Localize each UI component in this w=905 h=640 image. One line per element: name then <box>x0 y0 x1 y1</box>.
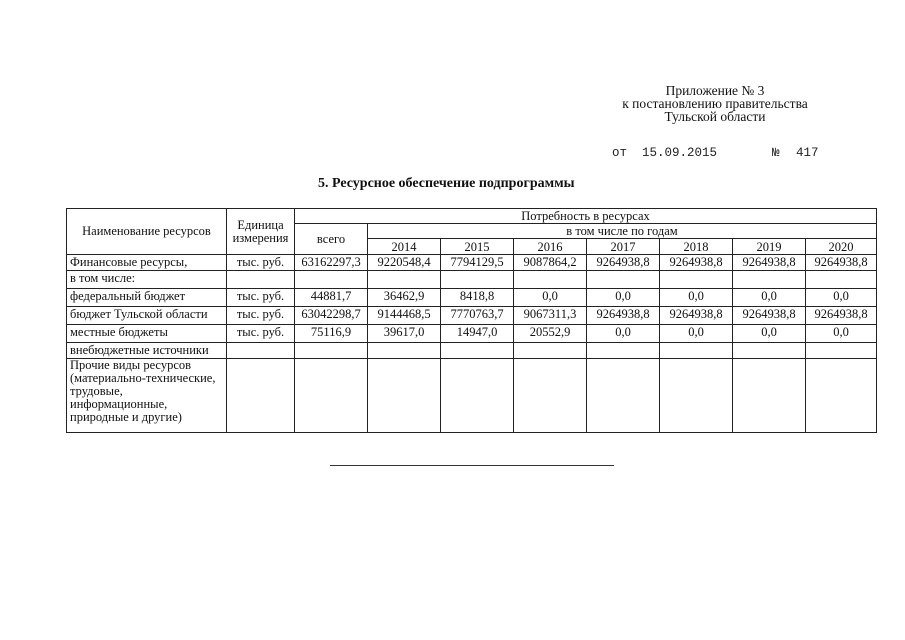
year-value-cell: 9144468,5 <box>368 307 441 325</box>
header-name: Наименование ресурсов <box>67 209 227 255</box>
section-title: 5. Ресурсное обеспечение подпрограммы <box>318 176 575 191</box>
year-value-cell: 9264938,8 <box>806 255 877 271</box>
year-value-cell: 0,0 <box>587 325 660 343</box>
resource-table <box>66 208 877 433</box>
year-value-cell <box>587 343 660 359</box>
resource-name-cell: Прочие виды ресурсов (материально-технические, трудовые, информационные, природные и другие) <box>67 359 227 433</box>
appendix-decree-ref: к постановлению правительства <box>622 96 808 111</box>
year-value-cell <box>660 271 733 289</box>
header-need: Потребность в ресурсах <box>295 209 877 224</box>
year-value-cell: 9264938,8 <box>733 255 806 271</box>
table-row <box>67 325 877 343</box>
decree-number: 417 <box>796 146 819 160</box>
decree-number-label: № <box>772 146 780 160</box>
year-value-cell: 7794129,5 <box>441 255 514 271</box>
year-value-cell: 9264938,8 <box>806 307 877 325</box>
year-value-cell <box>514 343 587 359</box>
year-value-cell <box>806 343 877 359</box>
header-year: 2020 <box>806 239 877 255</box>
unit-cell: тыс. руб. <box>227 289 295 307</box>
unit-cell <box>227 359 295 433</box>
table-row <box>67 255 877 271</box>
year-value-cell: 9264938,8 <box>660 255 733 271</box>
year-value-cell <box>733 343 806 359</box>
total-cell: 63162297,3 <box>295 255 368 271</box>
table-row <box>67 289 877 307</box>
year-value-cell <box>587 359 660 433</box>
year-value-cell <box>733 271 806 289</box>
bottom-rule <box>330 465 614 466</box>
year-value-cell: 7770763,7 <box>441 307 514 325</box>
year-value-cell: 0,0 <box>806 289 877 307</box>
resource-name-cell: местные бюджеты <box>67 325 227 343</box>
decree-date: 15.09.2015 <box>642 146 718 160</box>
year-value-cell <box>441 359 514 433</box>
header-year: 2016 <box>514 239 587 255</box>
year-value-cell <box>441 343 514 359</box>
resource-name-cell: внебюджетные источники <box>67 343 227 359</box>
total-cell <box>295 271 368 289</box>
resource-name-cell: Финансовые ресурсы, <box>67 255 227 271</box>
total-cell: 44881,7 <box>295 289 368 307</box>
table-row <box>67 359 877 433</box>
year-value-cell <box>660 343 733 359</box>
year-value-cell <box>368 359 441 433</box>
unit-cell: тыс. руб. <box>227 255 295 271</box>
year-value-cell: 9264938,8 <box>587 307 660 325</box>
year-value-cell: 8418,8 <box>441 289 514 307</box>
year-value-cell: 0,0 <box>733 325 806 343</box>
table-row <box>67 343 877 359</box>
year-value-cell: 0,0 <box>660 289 733 307</box>
year-value-cell: 0,0 <box>733 289 806 307</box>
year-value-cell: 9067311,3 <box>514 307 587 325</box>
year-value-cell: 20552,9 <box>514 325 587 343</box>
year-value-cell: 39617,0 <box>368 325 441 343</box>
header-total: всего <box>295 224 368 255</box>
table-row <box>67 271 877 289</box>
unit-cell <box>227 271 295 289</box>
unit-cell <box>227 343 295 359</box>
year-value-cell <box>806 359 877 433</box>
year-value-cell <box>733 359 806 433</box>
header-year: 2014 <box>368 239 441 255</box>
year-value-cell: 0,0 <box>514 289 587 307</box>
table-row <box>67 307 877 325</box>
header-unit: Единица измерения <box>227 209 295 255</box>
appendix-region: Тульской области <box>664 109 766 124</box>
year-value-cell <box>660 359 733 433</box>
year-value-cell: 9264938,8 <box>587 255 660 271</box>
header-year: 2015 <box>441 239 514 255</box>
appendix-header <box>595 84 835 123</box>
year-value-cell <box>368 271 441 289</box>
total-cell: 63042298,7 <box>295 307 368 325</box>
year-value-cell <box>806 271 877 289</box>
year-value-cell: 0,0 <box>587 289 660 307</box>
decree-from-label: от <box>612 146 628 160</box>
year-value-cell <box>368 343 441 359</box>
resource-name-cell: федеральный бюджет <box>67 289 227 307</box>
year-value-cell <box>514 271 587 289</box>
header-year: 2019 <box>733 239 806 255</box>
resource-name-cell: бюджет Тульской области <box>67 307 227 325</box>
year-value-cell <box>587 271 660 289</box>
total-cell <box>295 343 368 359</box>
header-year: 2017 <box>587 239 660 255</box>
year-value-cell: 9087864,2 <box>514 255 587 271</box>
year-value-cell <box>514 359 587 433</box>
total-cell <box>295 359 368 433</box>
year-value-cell: 0,0 <box>660 325 733 343</box>
year-value-cell: 36462,9 <box>368 289 441 307</box>
year-value-cell <box>441 271 514 289</box>
header-year: 2018 <box>660 239 733 255</box>
unit-cell: тыс. руб. <box>227 307 295 325</box>
year-value-cell: 0,0 <box>806 325 877 343</box>
appendix-title: Приложение № 3 <box>665 83 765 98</box>
total-cell: 75116,9 <box>295 325 368 343</box>
year-value-cell: 9264938,8 <box>733 307 806 325</box>
year-value-cell: 14947,0 <box>441 325 514 343</box>
year-value-cell: 9220548,4 <box>368 255 441 271</box>
year-value-cell: 9264938,8 <box>660 307 733 325</box>
header-by-years: в том числе по годам <box>368 224 877 239</box>
resource-name-cell: в том числе: <box>67 271 227 289</box>
unit-cell: тыс. руб. <box>227 325 295 343</box>
